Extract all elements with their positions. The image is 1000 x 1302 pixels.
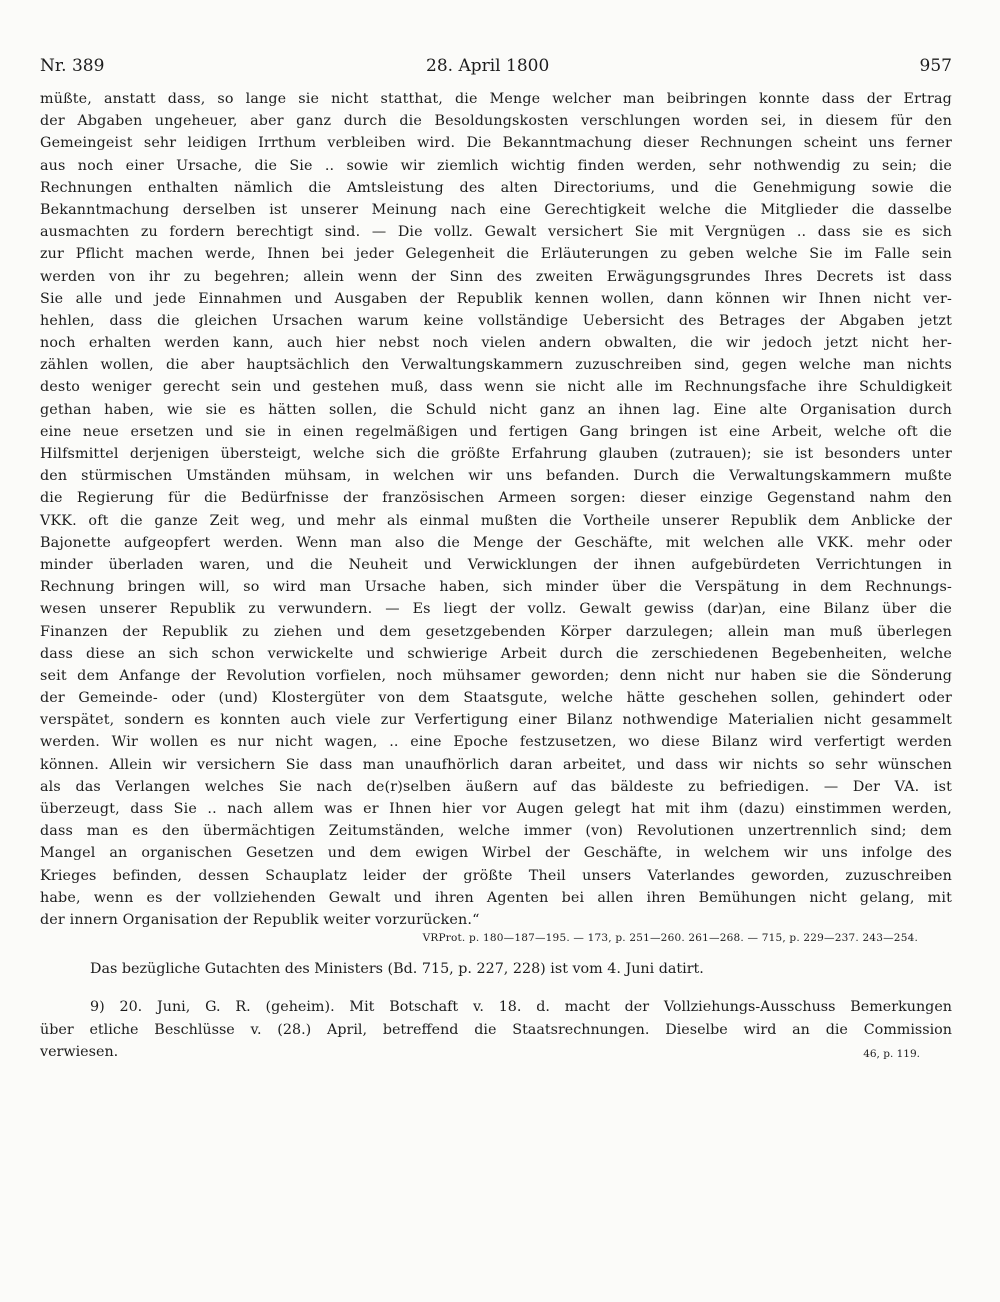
body-line: Sie alle und jede Einnahmen und Ausgaben der Republik kennen wollen, dann können wir Ihnen nicht ver- <box>40 290 952 307</box>
body-line: Rechnungen enthalten nämlich die Amtsleistung des alten Directoriums, und die Genehmigung sowie die <box>40 179 952 196</box>
document-page <box>40 56 952 1063</box>
body-line: minder überladen waren, und die Neuheit und Verwicklungen der ihnen aufgebürdeten Verrichtungen in <box>40 556 952 573</box>
body-line: müßte, anstatt dass, so lange sie nicht statthat, die Menge welcher man beibringen konnte dass der Ertrag <box>40 91 952 107</box>
body-line: aus noch einer Ursache, die Sie .. sowie wir ziemlich wichtig finden werden, sehr nothwendig zu sein; die <box>40 157 952 174</box>
body-line: desto weniger gerecht sein und gestehen muß, dass wenn sie nicht alle im Rechnungsfache ihre Schuldigkeit <box>40 379 952 396</box>
body-line: Bajonette aufgeopfert werden. Wenn man also die Menge der Geschäfte, mit welchen alle VKK. mehr oder <box>40 534 952 551</box>
body-line: verspätet, sondern es konnten auch viele zur Verfertigung einer Bilanz nothwendige Materialien nicht gesammelt <box>40 712 952 729</box>
body-line: Finanzen der Republik zu ziehen und dem gesetzgebenden Körper darzulegen; allein man muß überlegen <box>40 623 952 640</box>
body-line: Mangel an organischen Gesetzen und dem ewigen Wirbel der Geschäfte, in welchem wir uns infolge des <box>40 845 952 862</box>
body-line: der innern Organisation der Republik weiter vorzurücken.“ <box>40 911 480 928</box>
body-line: Rechnung bringen will, so wird man Ursache haben, sich minder über die Verspätung in dem Rechnungs- <box>40 579 952 596</box>
body-line: der Abgaben ungeheuer, aber ganz durch die Besoldungskosten verschlungen worden sei, in diesem für den <box>40 113 952 130</box>
body-text <box>40 88 952 931</box>
body-line: den stürmischen Umständen mühsam, in welchen wir uns befanden. Durch die Verwaltungskammern mußte <box>40 468 952 485</box>
body-line: Krieges befinden, dessen Schauplatz leider der größte Theil unsers Vaterlandes geworden, zuzuschreiben <box>40 867 952 884</box>
minister-note: Das bezügliche Gutachten des Ministers (Bd. 715, p. 227, 228) ist vom 4. Juni datirt. <box>90 961 704 978</box>
body-line: werden von ihr zu begehren; allein wenn der Sinn des zweiten Erwägungsgrundes Ihres Decrets ist dass <box>40 268 952 285</box>
entry-reference: 46, p. 119. <box>863 1047 920 1060</box>
body-line: zählen wollen, die aber hauptsächlich den Verwaltungskammern zuzuschreiben sind, gegen welche man nichts <box>40 357 952 374</box>
body-line: dass diese an sich schon verwickelte und schwierige Arbeit durch die zerschiedenen Begebenheiten, welche <box>40 645 952 662</box>
body-line: gethan haben, wie sie es hätten sollen, die Schuld nicht ganz an ihnen lag. Eine alte Organisation durch <box>40 401 952 418</box>
page-header <box>40 56 952 82</box>
body-line: eine neue ersetzen und sie in einen regelmäßigen und fertigen Gang bringen ist eine Arbeit, welche oft die <box>40 423 952 440</box>
body-line: ausmachten zu fordern berechtigt sind. — Die vollz. Gewalt versichert Sie mit Vergnügen .. dass sie es sich <box>40 224 952 241</box>
body-line: VKK. oft die ganze Zeit weg, und mehr als einmal mußten die Vortheile unserer Republik dem Anblicke der <box>40 512 952 529</box>
body-line: überzeugt, dass Sie .. nach allem was er Ihnen hier vor Augen gelegt hat mit ihm (dazu) einstimmen werden, <box>40 801 952 817</box>
header-date: 28. April 1800 <box>426 56 550 76</box>
entry-last-row <box>40 1041 952 1063</box>
body-line: hehlen, dass die gleichen Ursachen warum keine vollständige Uebersicht des Betrages der Abgaben jetzt <box>40 312 952 329</box>
body-line: Gemeingeist sehr leidigen Irrthum verbleiben wird. Die Bekanntmachung dieser Rechnungen scheint uns ferner <box>40 135 952 152</box>
source-citation: VRProt. p. 180—187—195. — 173, p. 251—260. 261—268. — 715, p. 229—237. 243—254. <box>422 932 918 945</box>
page-number: 957 <box>919 56 952 76</box>
body-line: Hilfsmittel derjenigen übersteigt, welche sich die größte Erfahrung glauben (zutrauen); sie ist besonders unter <box>40 446 952 462</box>
body-line: der Gemeinde- oder (und) Klostergüter von dem Staatsgute, welche hätte geschehen sollen, gehindert oder <box>40 690 952 707</box>
body-line: noch erhalten werden kann, auch hier nebst noch vielen andern obwalten, die wir jedoch jetzt nicht her- <box>40 335 952 352</box>
body-line: können. Allein wir versichern Sie dass man unaufhörlich daran arbeitet, und dass wir nichts so sehr wünschen <box>40 756 952 773</box>
document-number: Nr. 389 <box>40 56 105 76</box>
body-line: zur Pflicht machen werde, Ihnen bei jeder Gelegenheit die Erläuterungen zu geben welche Sie im Falle sein <box>40 246 952 263</box>
body-line: werden. Wir wollen es nur nicht wagen, .. eine Epoche festzusetzen, wo diese Bilanz wird verfertigt werden <box>40 734 952 751</box>
body-line: als das Verlangen welches Sie nach de(r)selben äußern auf das bäldeste zu befriedigen. — Der VA. ist <box>40 778 952 795</box>
body-line: Bekanntmachung derselben ist unserer Meinung nach eine Gerechtigkeit welche die Mitglieder die dasselbe <box>40 201 952 218</box>
body-line: seit dem Anfange der Revolution vorfielen, noch mühsamer geworden; denn nicht nur haben sie die Sönderung <box>40 667 952 684</box>
entry-line: 9) 20. Juni, G. R. (geheim). Mit Botschaft v. 18. d. macht der Vollziehungs-Ausschuss Bemerkungen <box>90 999 952 1016</box>
entry-line: verwiesen. <box>40 1043 119 1060</box>
entry-line: über etliche Beschlüsse v. (28.) April, betreffend die Staatsrechnungen. Dieselbe wird an die Commission <box>40 1021 952 1038</box>
entry-9 <box>40 996 952 1063</box>
body-line: dass man es den übermächtigen Zeitumständen, welche immer (von) Revolutionen unzertrennlich sind; dem <box>40 823 952 840</box>
body-line: die Regierung für die Bedürfnisse der französischen Armeen sorgen: dieser einzige Gegenstand nahm den <box>40 490 952 507</box>
body-line: habe, wenn es der vollziehenden Gewalt und ihren Agenten bei allen ihren Bemühungen nicht gelang, mit <box>40 889 952 906</box>
body-line: wesen unserer Republik zu verwundern. — Es liegt der vollz. Gewalt gewiss (dar)an, eine Bilanz über die <box>40 601 952 618</box>
